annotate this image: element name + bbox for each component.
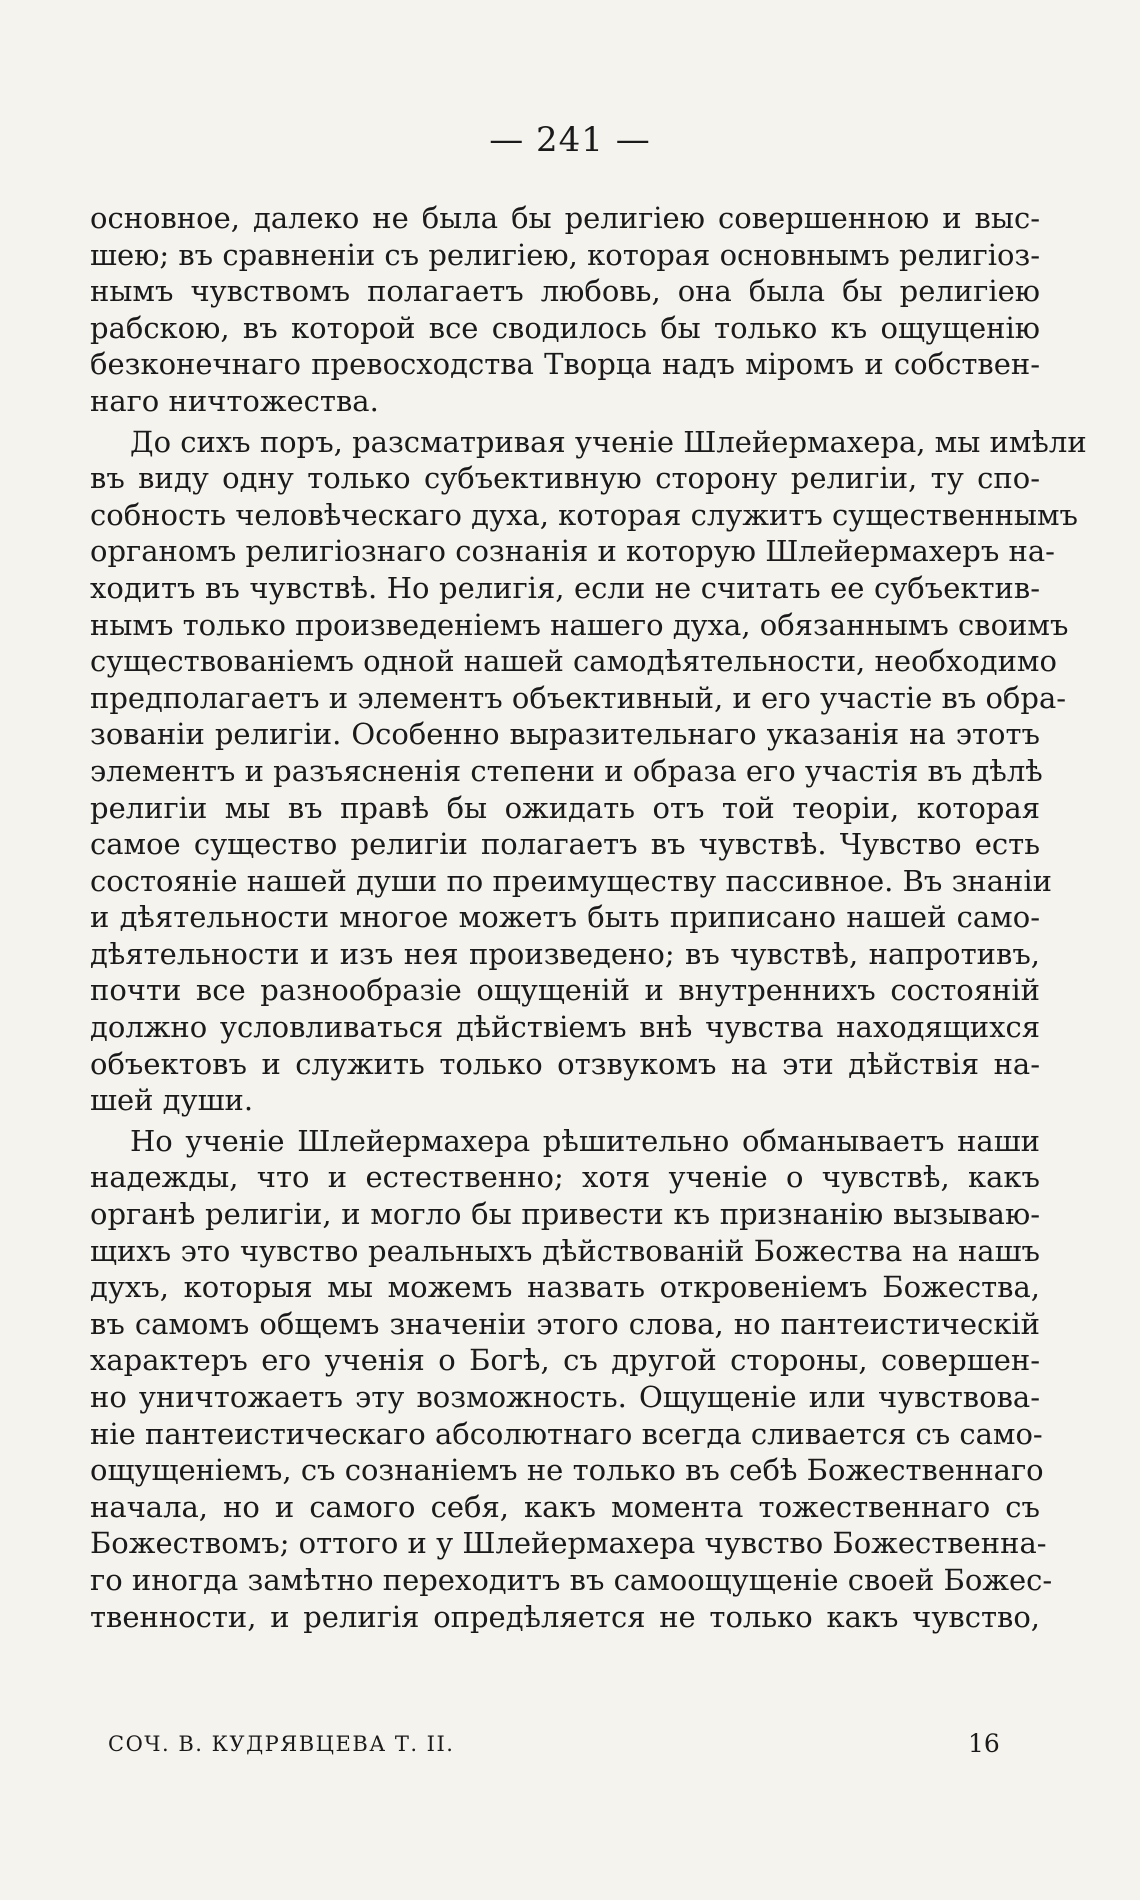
text-line: Божествомъ; оттого и у Шлейермахера чувство Божественна- (90, 1526, 1047, 1561)
text-line: шею; въ сравненіи съ религіею, которая основнымъ религіоз- (90, 237, 1041, 272)
text-line: въ самомъ общемъ значеніи этого слова, но пантеистическій (90, 1306, 1040, 1341)
text-line: почти все разнообразіе ощущеній и внутреннихъ состояній (90, 973, 1040, 1008)
text-line: щихъ это чувство реальныхъ дѣйствованій Божества на нашъ (90, 1233, 1040, 1268)
text-line: ніе пантеистическаго абсолютнаго всегда сливается съ само- (90, 1416, 1043, 1451)
text-line: Но ученіе Шлейермахера рѣшительно обманываетъ наши (130, 1123, 1040, 1158)
text-line: основное, далеко не была бы религіею совершенною и выс- (90, 201, 1040, 235)
paragraph-1 (90, 200, 1040, 420)
text-line: но уничтожаетъ эту возможность. Ощущеніе или чувствова- (90, 1380, 1040, 1414)
sheet-number: 16 (968, 1729, 1000, 1758)
text-line: должно условливаться дѣйствіемъ внѣ чувства находящихся (90, 1010, 1040, 1045)
text-line: зованіи религіи. Особенно выразительнаго указанія на этотъ (90, 717, 1040, 752)
text-line: элементъ и разъясненія степени и образа его участія въ дѣлѣ (90, 753, 1043, 788)
text-line: твенности, и религія опредѣляется не только какъ чувство, (90, 1599, 1040, 1634)
text-line: религіи мы въ правѣ бы ожидать отъ той теоріи, которая (90, 790, 1040, 825)
text-line: самое существо религіи полагаетъ въ чувствѣ. Чувство есть (90, 827, 1040, 862)
text-line: безконечнаго превосходства Творца надъ міромъ и собствен- (90, 347, 1040, 382)
text-line: духъ, которыя мы можемъ назвать откровеніемъ Божества, (90, 1270, 1040, 1305)
text-line: нымъ чувствомъ полагаетъ любовь, она была бы религіею (90, 274, 1040, 309)
text-line: предполагаетъ и элементъ объективный, и его участіе въ обра- (90, 680, 1067, 715)
text-line: дѣятельности и изъ нея произведено; въ чувствѣ, напротивъ, (90, 936, 1040, 971)
text-line: ходитъ въ чувствѣ. Но религія, если не считать ее субъектив- (90, 570, 1040, 605)
text-line: нымъ только произведеніемъ нашего духа, обязаннымъ своимъ (90, 607, 1069, 642)
text-line: До сихъ поръ, разсматривая ученіе Шлейермахера, мы имѣли (130, 424, 1087, 459)
text-line: существованіемъ одной нашей самодѣятельности, необходимо (90, 644, 1057, 679)
text-line: начала, но и самого себя, какъ момента тожественнаго съ (90, 1489, 1040, 1524)
text-line: собность человѣческаго духа, которая служитъ существеннымъ (90, 497, 1078, 532)
text-line: органомъ религіознаго сознанія и которую Шлейермахеръ на- (90, 534, 1055, 569)
paragraph-2 (90, 424, 1087, 1119)
text-line: состояніе нашей души по преимуществу пассивное. Въ знаніи (90, 863, 1052, 898)
text-line: го иногда замѣтно переходитъ въ самоощущеніе своей Божес- (90, 1562, 1053, 1597)
text-line: ощущеніемъ, съ сознаніемъ не только въ себѣ Божественнаго (90, 1453, 1044, 1488)
text-line: и дѣятельности многое можетъ быть приписано нашей само- (90, 900, 1040, 935)
paragraph-3 (90, 1123, 1053, 1635)
text-line: наго ничтожества. (90, 383, 379, 418)
text-line: шей души. (90, 1083, 254, 1118)
page-number: — 241 — (489, 120, 651, 160)
text-line: органѣ религіи, и могло бы привести къ признанію вызываю- (90, 1197, 1040, 1232)
text-line: надежды, что и естественно; хотя ученіе о чувствѣ, какъ (90, 1160, 1040, 1195)
printer-signature: СОЧ. В. КУДРЯВЦЕВА Т. II. (108, 1732, 455, 1756)
text-line: рабскою, въ которой все сводилось бы только къ ощущенію (90, 310, 1040, 345)
text-line: характеръ его ученія о Богѣ, съ другой стороны, совершен- (90, 1343, 1040, 1378)
body-text (90, 200, 1087, 1635)
text-line: объектовъ и служить только отзвукомъ на эти дѣйствія на- (90, 1046, 1040, 1081)
text-line: въ виду одну только субъективную сторону религіи, ту спо- (90, 461, 1040, 496)
